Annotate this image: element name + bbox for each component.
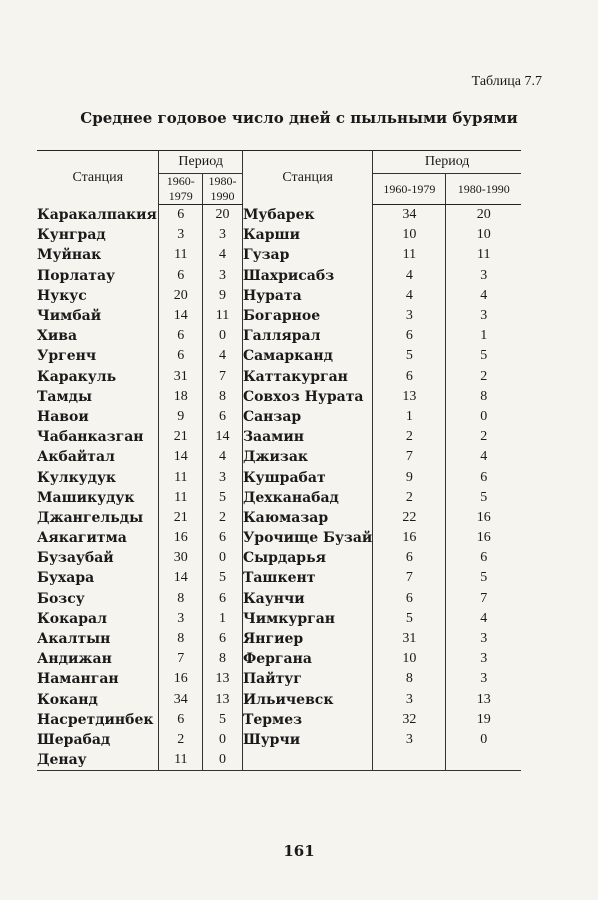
value-1980-1990-left: 13: [203, 690, 243, 710]
station-name-left: Каракуль: [37, 367, 159, 387]
value-1980-1990-right: 5: [480, 348, 488, 364]
value-1960-1979-right: 8: [373, 669, 446, 689]
station-name-right: Санзар: [242, 407, 372, 427]
value-1980-1990-left: 8: [203, 387, 243, 407]
value-1960-1979-right: 5: [373, 346, 446, 366]
table-row: [37, 467, 521, 487]
station-name-right: Карши: [242, 225, 372, 245]
value-1960-1979-left: 34: [159, 690, 203, 710]
header-p2-right: 1980-1990: [446, 174, 521, 205]
station-name-right: Каттакурган: [242, 367, 372, 387]
value-1980-1990-left: 13: [203, 669, 243, 689]
header-period-right: Период: [373, 151, 521, 174]
station-name-right: Совхоз Нурата: [242, 387, 372, 407]
value-1960-1979-right: 22: [373, 508, 446, 528]
station-name-left: Чабанказган: [37, 427, 159, 447]
station-name-right: Урочище Бузай: [242, 528, 372, 548]
value-1980-1990-left: 7: [203, 367, 243, 387]
table-row: [37, 205, 521, 226]
value-1960-1979-left: 11: [159, 750, 203, 771]
station-name-left: Порлатау: [37, 266, 159, 286]
station-name-right: Ильичевск: [242, 690, 372, 710]
value-1960-1979-left: 8: [159, 629, 203, 649]
value-1960-1979-left: 2: [159, 730, 203, 750]
value-1960-1979-left: 6: [159, 346, 203, 366]
table-number: Таблица 7.7: [471, 74, 542, 89]
value-1980-1990-right: 7: [480, 590, 488, 606]
value-1980-1990-right: 10: [476, 227, 491, 243]
table-row: [37, 367, 521, 387]
station-name-right: Кушрабат: [242, 467, 372, 487]
value-1960-1979-right: 5: [373, 609, 446, 629]
station-name-right: Пайтуг: [242, 669, 372, 689]
station-name-left: Денау: [37, 750, 159, 771]
value-1960-1979-left: 9: [159, 407, 203, 427]
station-name-left: Кокарал: [37, 609, 159, 629]
table-row: [37, 568, 521, 588]
value-1960-1979-left: 11: [159, 245, 203, 265]
value-1980-1990-left: 6: [203, 407, 243, 427]
table-row: [37, 326, 521, 346]
value-1980-1990-right: 4: [480, 449, 488, 465]
table-row: [37, 548, 521, 568]
table-row: [37, 750, 521, 771]
station-name-right: Гузар: [242, 245, 372, 265]
value-1980-1990-left: 4: [203, 447, 243, 467]
station-name-left: Джангельды: [37, 508, 159, 528]
value-1980-1990-right: 0: [480, 408, 488, 424]
value-1980-1990-left: 3: [203, 225, 243, 245]
value-1980-1990-left: 3: [203, 467, 243, 487]
value-1980-1990-right: 0: [480, 731, 488, 747]
value-1960-1979-left: 21: [159, 508, 203, 528]
table-row: [37, 427, 521, 447]
table-row: [37, 710, 521, 730]
value-1960-1979-right: 3: [373, 690, 446, 710]
value-1980-1990-left: 0: [203, 548, 243, 568]
value-1980-1990-right: 11: [476, 247, 491, 263]
value-1960-1979-right: 2: [373, 427, 446, 447]
value-1960-1979-right: 4: [373, 266, 446, 286]
station-name-right: Галлярал: [242, 326, 372, 346]
table-row: [37, 690, 521, 710]
table-row: [37, 306, 521, 326]
table-row: [37, 447, 521, 467]
value-1960-1979-left: 6: [159, 266, 203, 286]
value-1980-1990-right: 3: [480, 671, 488, 687]
value-1980-1990-left: 6: [203, 528, 243, 548]
table-row: [37, 407, 521, 427]
value-1980-1990-right: 5: [480, 570, 488, 586]
value-1980-1990-left: 0: [203, 730, 243, 750]
value-1980-1990-left: 14: [203, 427, 243, 447]
table-row: [37, 730, 521, 750]
value-1980-1990-left: 5: [203, 710, 243, 730]
value-1960-1979-left: 6: [159, 205, 203, 226]
station-name-right: Сырдарья: [242, 548, 372, 568]
station-name-left: Нукус: [37, 286, 159, 306]
table-row: [37, 387, 521, 407]
value-1980-1990-left: 6: [203, 589, 243, 609]
value-1960-1979-right: 6: [373, 326, 446, 346]
table-row: [37, 589, 521, 609]
header-p1-left: 1960-1979: [159, 174, 203, 205]
station-name-left: Бузаубай: [37, 548, 159, 568]
value-1960-1979-right: 1: [373, 407, 446, 427]
value-1980-1990-left: 4: [203, 346, 243, 366]
value-1980-1990-right: 16: [476, 509, 491, 525]
value-1960-1979-left: 7: [159, 649, 203, 669]
station-name-left: Бухара: [37, 568, 159, 588]
table-row: [37, 669, 521, 689]
value-1980-1990-left: 11: [203, 306, 243, 326]
value-1980-1990-right: 3: [480, 308, 488, 324]
station-name-right: Шурчи: [242, 730, 372, 750]
station-name-left: Андижан: [37, 649, 159, 669]
station-name-right: Самарканд: [242, 346, 372, 366]
value-1960-1979-right: 13: [373, 387, 446, 407]
station-name-right: Каунчи: [242, 589, 372, 609]
value-1960-1979-left: 20: [159, 286, 203, 306]
value-1980-1990-left: 0: [203, 326, 243, 346]
station-name-left: Каракалпакия: [37, 205, 159, 226]
station-name-right: Джизак: [242, 447, 372, 467]
value-1980-1990-right: 19: [476, 711, 491, 727]
value-1980-1990-left: 8: [203, 649, 243, 669]
value-1960-1979-left: 14: [159, 447, 203, 467]
station-name-left: Чимбай: [37, 306, 159, 326]
station-name-left: Аякагитма: [37, 528, 159, 548]
station-name-left: Кулкудук: [37, 467, 159, 487]
station-name-left: Муйнак: [37, 245, 159, 265]
value-1960-1979-left: 6: [159, 326, 203, 346]
value-1980-1990-left: 0: [203, 750, 243, 771]
page-number: 161: [283, 842, 315, 860]
value-1960-1979-left: 3: [159, 225, 203, 245]
station-name-right: Термез: [242, 710, 372, 730]
station-name-left: Хива: [37, 326, 159, 346]
value-1980-1990-right: 5: [480, 489, 488, 505]
header-station-left: Станция: [37, 151, 159, 205]
station-name-left: Акбайтал: [37, 447, 159, 467]
value-1980-1990-right: 8: [480, 388, 488, 404]
value-1980-1990-left: 5: [203, 488, 243, 508]
station-name-left: Коканд: [37, 690, 159, 710]
value-1980-1990-left: 3: [203, 266, 243, 286]
value-1980-1990-right: 4: [480, 610, 488, 626]
value-1980-1990-left: 5: [203, 568, 243, 588]
value-1960-1979-left: 11: [159, 467, 203, 487]
value-1960-1979-right: 7: [373, 568, 446, 588]
table-row: [37, 649, 521, 669]
value-1980-1990-left: 9: [203, 286, 243, 306]
value-1980-1990-right: 1: [480, 328, 488, 344]
value-1960-1979-right: 9: [373, 467, 446, 487]
value-1980-1990-right: 13: [476, 691, 491, 707]
table-row: [37, 629, 521, 649]
value-1980-1990-right: 2: [480, 429, 488, 445]
value-1980-1990-right: 2: [480, 368, 488, 384]
value-1960-1979-right: 7: [373, 447, 446, 467]
value-1980-1990-right: 4: [480, 287, 488, 303]
table-row: [37, 266, 521, 286]
value-1980-1990-right: 6: [480, 469, 488, 485]
station-name-right: Шахрисабз: [242, 266, 372, 286]
value-1980-1990-right: 3: [480, 651, 488, 667]
station-name-right: Каюмазар: [242, 508, 372, 528]
value-1980-1990-right: 3: [480, 631, 488, 647]
station-name-right: [242, 750, 372, 771]
value-1960-1979-left: 31: [159, 367, 203, 387]
value-1960-1979-left: 18: [159, 387, 203, 407]
value-1960-1979-right: 6: [373, 548, 446, 568]
value-1960-1979-right: 2: [373, 488, 446, 508]
station-name-right: Ташкент: [242, 568, 372, 588]
value-1980-1990-right: 3: [480, 267, 488, 283]
value-1960-1979-right: 16: [373, 528, 446, 548]
header-p2-left: 1980-1990: [203, 174, 243, 205]
station-name-right: Мубарек: [242, 205, 372, 226]
value-1960-1979-right: 6: [373, 367, 446, 387]
station-name-left: Наманган: [37, 669, 159, 689]
value-1960-1979-right: 10: [373, 225, 446, 245]
station-name-left: Кунград: [37, 225, 159, 245]
dust-storm-table: [37, 150, 521, 771]
table-title: Среднее годовое число дней с пыльными бурями: [80, 109, 518, 127]
value-1960-1979-left: 8: [159, 589, 203, 609]
value-1980-1990-right: 20: [476, 207, 491, 223]
value-1960-1979-right: 3: [373, 730, 446, 750]
table-row: [37, 528, 521, 548]
header-station-right: Станция: [242, 151, 372, 205]
station-name-left: Машикудук: [37, 488, 159, 508]
table-row: [37, 508, 521, 528]
station-name-right: Фергана: [242, 649, 372, 669]
station-name-right: Янгиер: [242, 629, 372, 649]
station-name-right: Нурата: [242, 286, 372, 306]
value-1980-1990-left: 6: [203, 629, 243, 649]
value-1980-1990-left: 20: [203, 205, 243, 226]
value-1980-1990-right: [446, 750, 521, 771]
value-1980-1990-right: 6: [480, 550, 488, 566]
station-name-left: Навои: [37, 407, 159, 427]
value-1960-1979-left: 11: [159, 488, 203, 508]
station-name-left: Ургенч: [37, 346, 159, 366]
value-1960-1979-left: 3: [159, 609, 203, 629]
value-1980-1990-right: 16: [476, 530, 491, 546]
value-1960-1979-right: 34: [373, 205, 446, 226]
value-1960-1979-right: 31: [373, 629, 446, 649]
station-name-left: Шерабад: [37, 730, 159, 750]
station-name-right: Чимкурган: [242, 609, 372, 629]
value-1960-1979-right: 10: [373, 649, 446, 669]
station-name-right: Дехканабад: [242, 488, 372, 508]
value-1980-1990-left: 2: [203, 508, 243, 528]
value-1980-1990-left: 4: [203, 245, 243, 265]
station-name-left: Насретдинбек: [37, 710, 159, 730]
value-1980-1990-left: 1: [203, 609, 243, 629]
value-1960-1979-right: 6: [373, 589, 446, 609]
value-1960-1979-left: 16: [159, 528, 203, 548]
table-row: [37, 286, 521, 306]
station-name-right: Богарное: [242, 306, 372, 326]
station-name-left: Тамды: [37, 387, 159, 407]
value-1960-1979-left: 14: [159, 568, 203, 588]
table-row: [37, 488, 521, 508]
value-1960-1979-left: 30: [159, 548, 203, 568]
value-1960-1979-right: 3: [373, 306, 446, 326]
value-1960-1979-left: 21: [159, 427, 203, 447]
value-1960-1979-right: [373, 750, 446, 771]
value-1960-1979-right: 32: [373, 710, 446, 730]
table-body: [37, 205, 521, 771]
value-1960-1979-left: 14: [159, 306, 203, 326]
station-name-right: Заамин: [242, 427, 372, 447]
value-1960-1979-left: 6: [159, 710, 203, 730]
station-name-left: Бозсу: [37, 589, 159, 609]
value-1960-1979-right: 11: [373, 245, 446, 265]
table-row: [37, 245, 521, 265]
station-name-left: Акалтын: [37, 629, 159, 649]
header-p1-right: 1960-1979: [373, 174, 446, 205]
value-1960-1979-right: 4: [373, 286, 446, 306]
value-1960-1979-left: 16: [159, 669, 203, 689]
header-period-left: Период: [159, 151, 242, 174]
table-row: [37, 346, 521, 366]
table-row: [37, 225, 521, 245]
table-row: [37, 609, 521, 629]
